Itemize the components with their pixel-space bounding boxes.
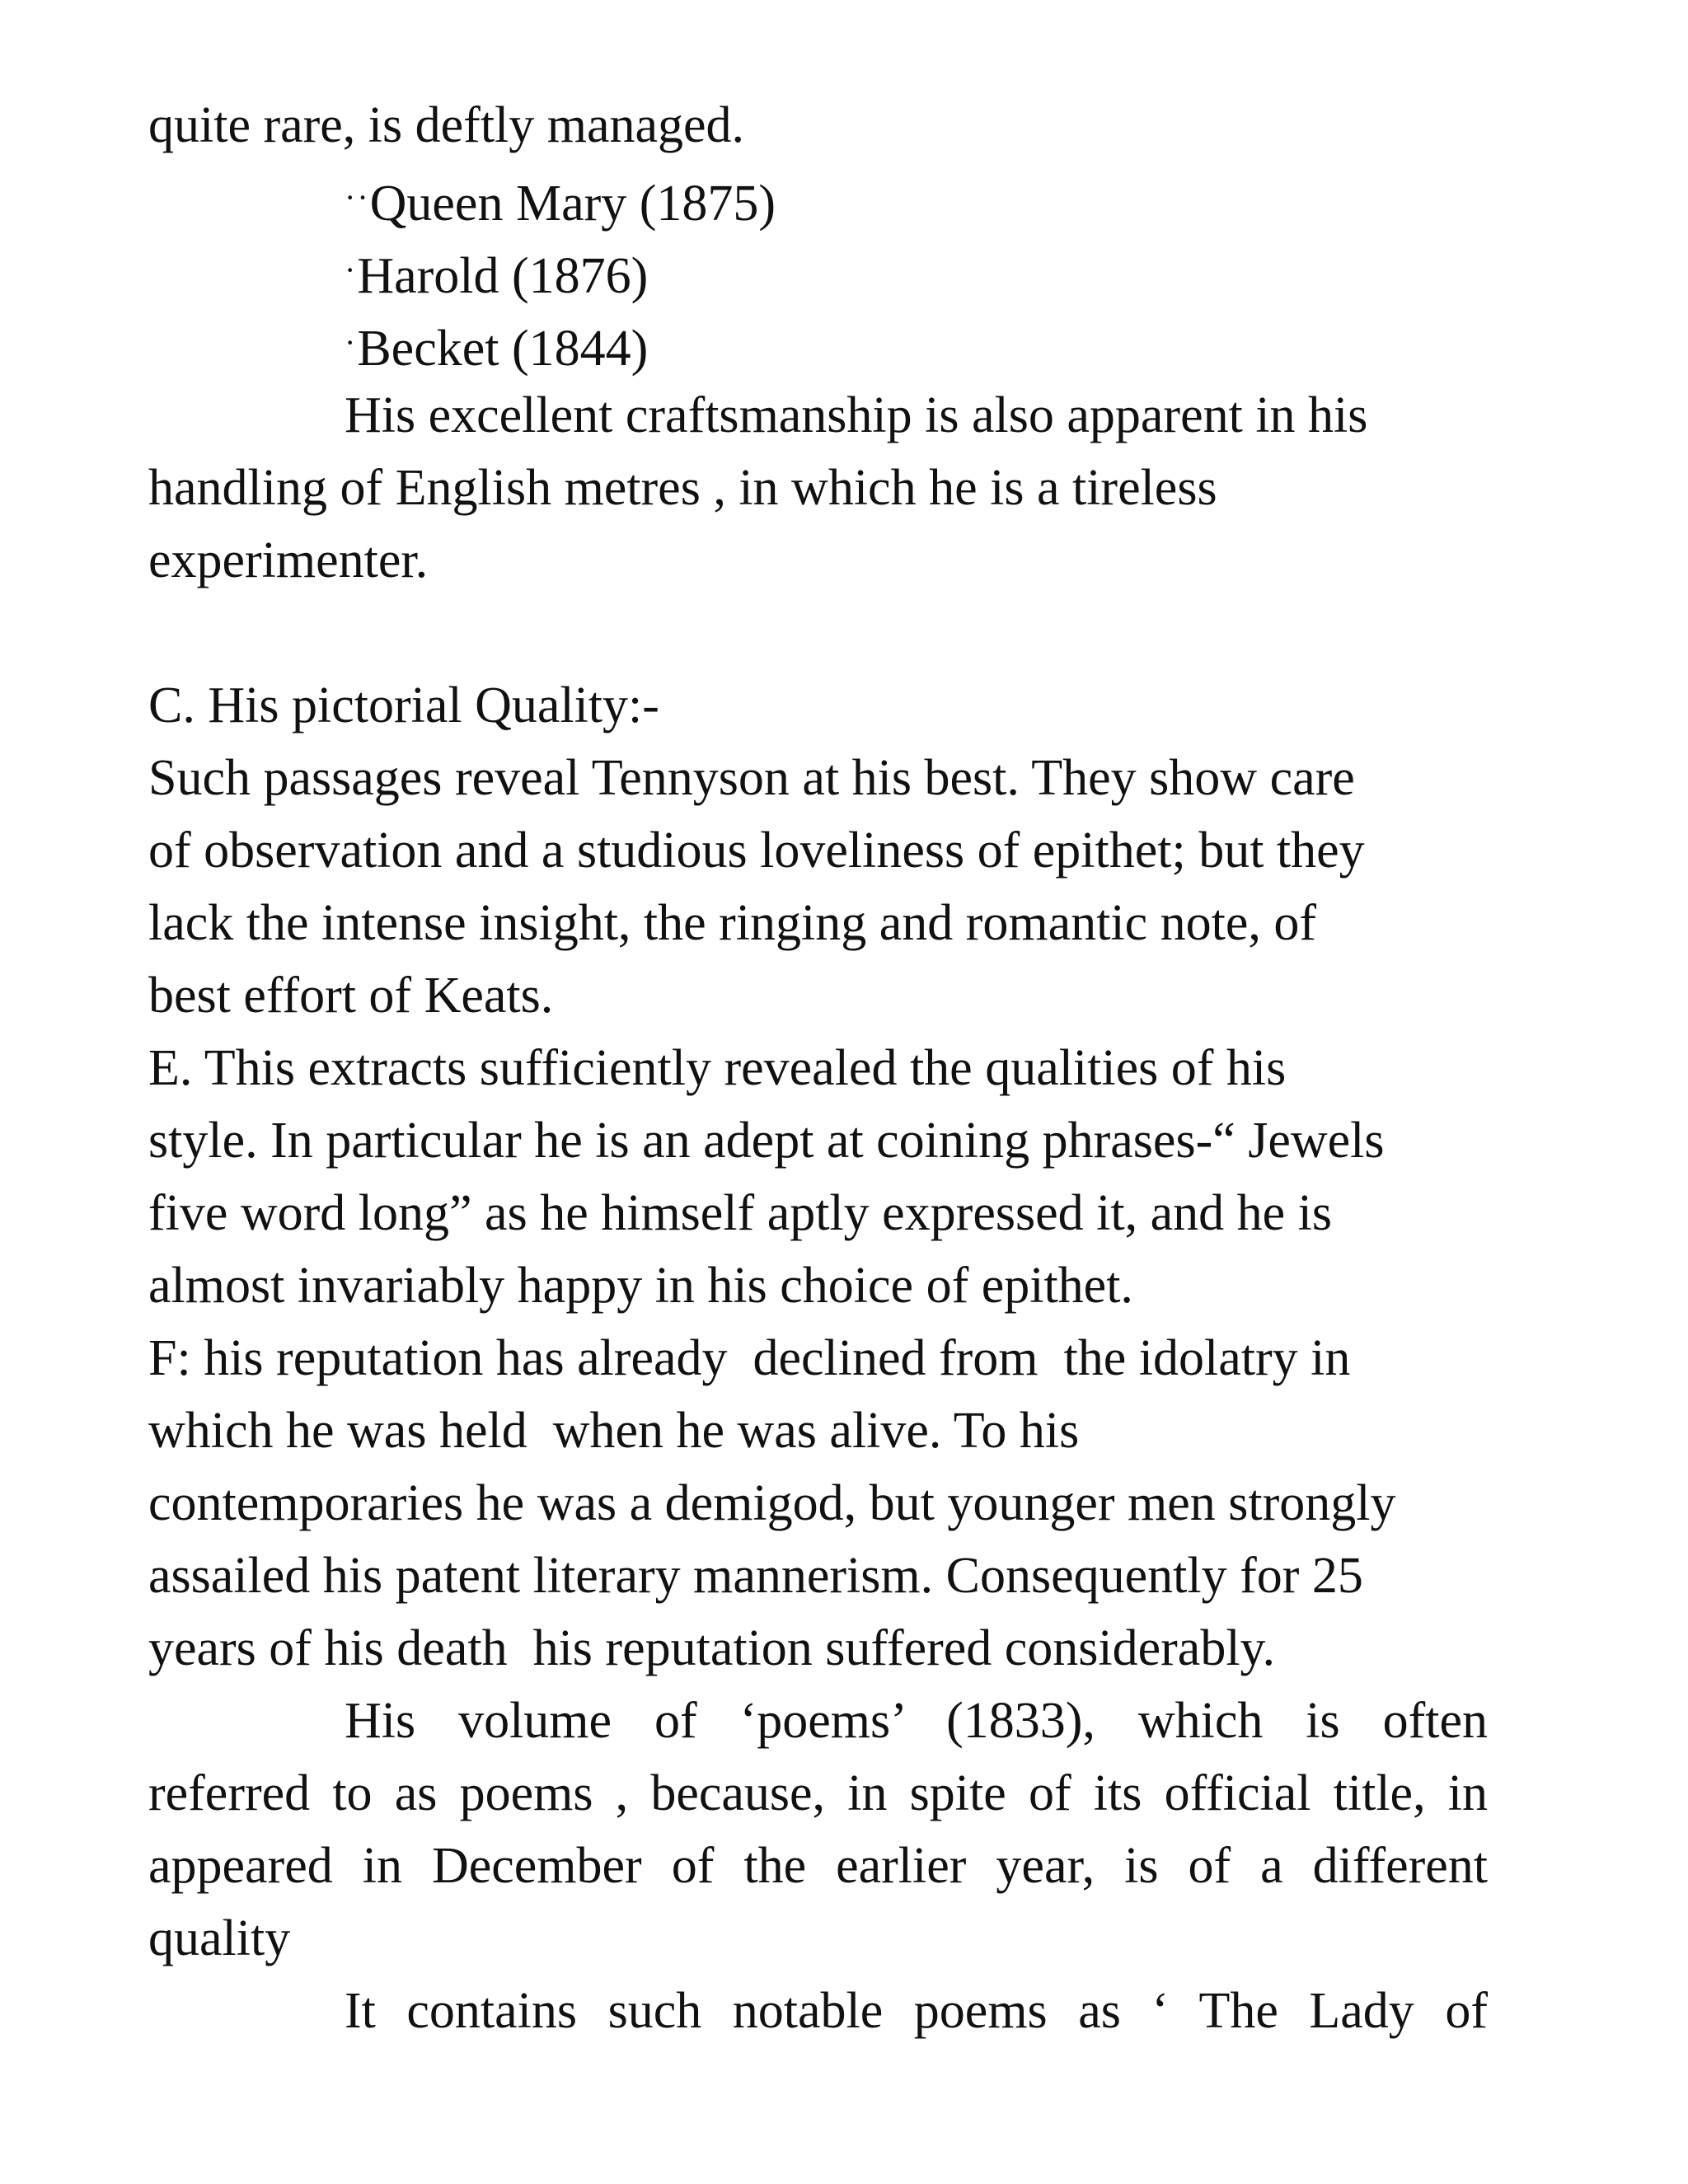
list-item-text: Becket (1844) (357, 321, 649, 377)
list-item-text: Harold (1876) (357, 248, 649, 304)
text-line: years of his death his reputation suffered considerably. (148, 1620, 1276, 1676)
bullet-icon: · (345, 251, 358, 288)
list-item (148, 162, 1488, 234)
text-line: His excellent craftsmanship is also apparent in his (345, 387, 1368, 443)
text-line: lack the intense insight, the ringing and romantic note, of (148, 895, 1317, 951)
text-line: Such passages reveal Tennyson at his best. They show care (148, 750, 1355, 806)
document-page (148, 89, 1488, 2047)
text-line: assailed his patent literary mannerism. Consequently for 25 (148, 1548, 1363, 1604)
text-line: almost invariably happy in his choice of epithet. (148, 1258, 1133, 1314)
text-line: F: his reputation has already declined from the idolatry in (148, 1330, 1351, 1386)
text-line: E. This extracts sufficiently revealed the qualities of his (148, 1040, 1287, 1096)
text-line: contemporaries he was a demigod, but younger men strongly (148, 1475, 1396, 1531)
text-line: quality (148, 1910, 291, 1966)
text-line: quite rare, is deftly managed. (148, 97, 745, 153)
section-heading: C. His pictorial Quality:- (148, 677, 659, 733)
bullet-icon: ·· (345, 179, 370, 216)
text-line: experimenter. (148, 532, 429, 588)
text-line: of observation and a studious loveliness of epithet; but they (148, 823, 1365, 879)
text-line: referred to as poems , because, in spite of its official title, in (148, 1765, 1488, 1821)
bullet-icon: · (345, 324, 358, 361)
text-line: appeared in December of the earlier year, is of a different (148, 1838, 1488, 1894)
text-line: which he was held when he was alive. To his (148, 1403, 1080, 1459)
text-line: five word long” as he himself aptly expressed it, and he is (148, 1185, 1332, 1241)
text-line: handling of English metres , in which he is a tireless (148, 460, 1217, 516)
blank-line (148, 597, 1488, 669)
list-item-text: Queen Mary (1875) (369, 176, 776, 232)
text-line: His volume of ‘poems’ (1833), which is often (345, 1693, 1488, 1749)
text-line: best effort of Keats. (148, 968, 554, 1024)
text-line: style. In particular he is an adept at coining phrases-“ Jewels (148, 1113, 1385, 1169)
text-line: It contains such notable poems as ‘ The Lady of (345, 1983, 1488, 2039)
list-item (148, 234, 1488, 307)
list-item (148, 307, 1488, 379)
